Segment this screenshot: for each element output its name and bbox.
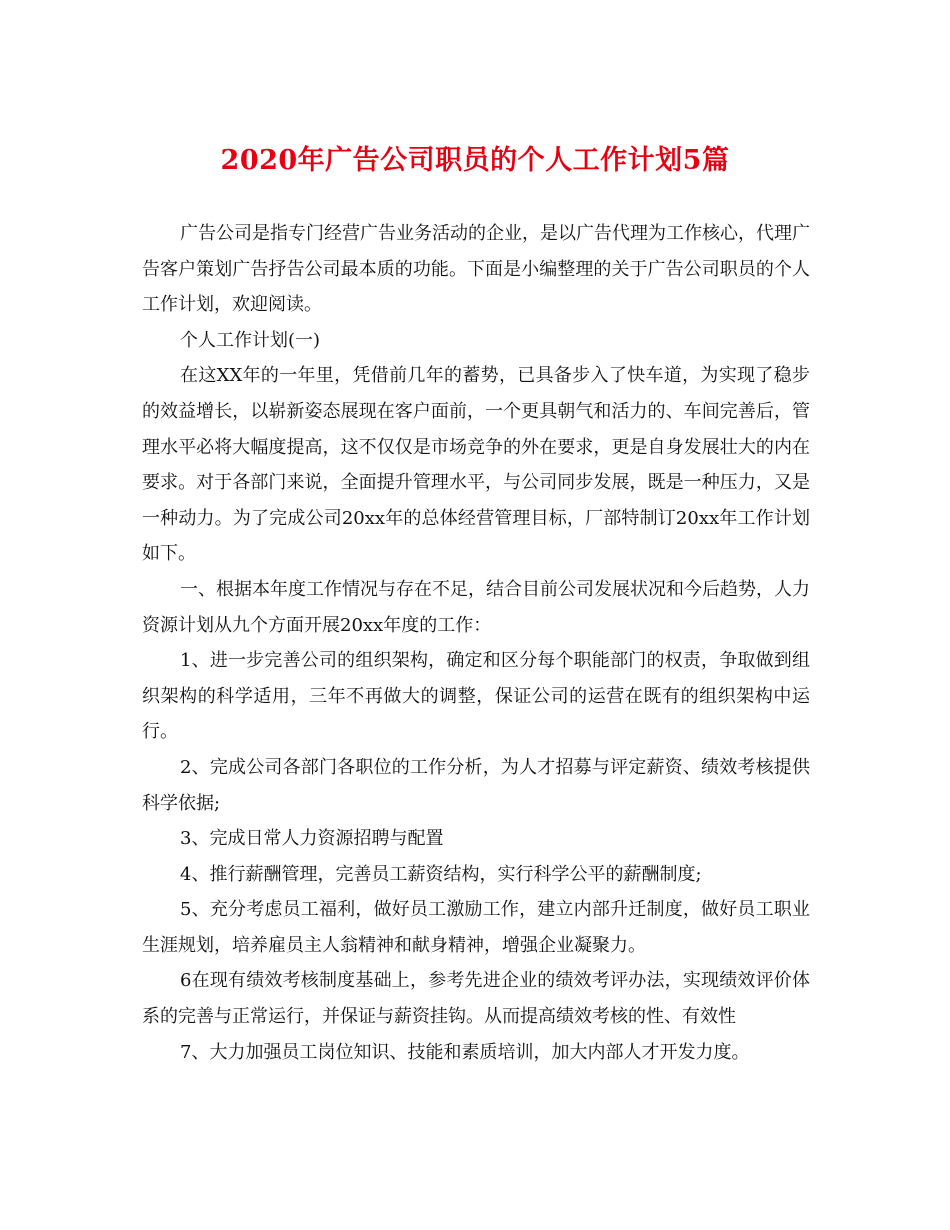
list-item: 6在现有绩效考核制度基础上，参考先进企业的绩效考评办法，实现绩效评价体系的完善与正常运行，并保证与薪资挂钩。从而提高绩效考核的性、有效性 <box>142 970 810 1028</box>
document-body <box>142 216 810 1070</box>
list-item: 5、充分考虑员工福利，做好员工激励工作，建立内部升迁制度，做好员工职业生涯规划，培养雇员主人翁精神和献身精神，增强企业凝聚力。 <box>142 899 810 956</box>
section-heading: 个人工作计划(一) <box>180 329 321 351</box>
intro-paragraph: 广告公司是指专门经营广告业务活动的企业，是以广告代理为工作核心，代理广告客户策划广告抒告公司最本质的功能。下面是小编整理的关于广告公司职员的个人工作计划，欢迎阅读。 <box>142 223 810 316</box>
document-title: 2020年广告公司职员的个人工作计划5篇 <box>220 145 730 176</box>
list-item: 4、推行薪酬管理，完善员工薪资结构，实行科学公平的薪酬制度; <box>180 863 702 885</box>
body-paragraph: 一、根据本年度工作情况与存在不足，结合目前公司发展状况和今后趋势，人力资源计划从九个方面开展20xx年度的工作： <box>142 578 810 636</box>
list-item: 2、完成公司各部门各职位的工作分析，为人才招募与评定薪资、绩效考核提供科学依据; <box>142 756 810 814</box>
body-paragraph: 在这XX年的一年里，凭借前几年的蓄势，已具备步入了快车道，为实现了稳步的效益增长，以崭新姿态展现在客户面前，一个更具朝气和活力的、车间完善后，管理水平必将大幅度提高，这不仅仅是市场竞争的外在要求，更是自身发展壮大的内在要求。对于各部门来说，全面提升管理水平，与公司同步发展，既是一种压力，又是一种动力。为了完成公司20xx年的总体经营管理目标，厂部特制订20xx年工作计划如下。 <box>142 365 810 565</box>
list-item: 1、进一步完善公司的组织架构，确定和区分每个职能部门的权责，争取做到组织架构的科学适用，三年不再做大的调整，保证公司的运营在既有的组织架构中运行。 <box>142 650 810 743</box>
list-item: 3、完成日常人力资源招聘与配置 <box>180 828 444 850</box>
list-item: 7、大力加强员工岗位知识、技能和素质培训，加大内部人才开发力度。 <box>180 1041 750 1063</box>
